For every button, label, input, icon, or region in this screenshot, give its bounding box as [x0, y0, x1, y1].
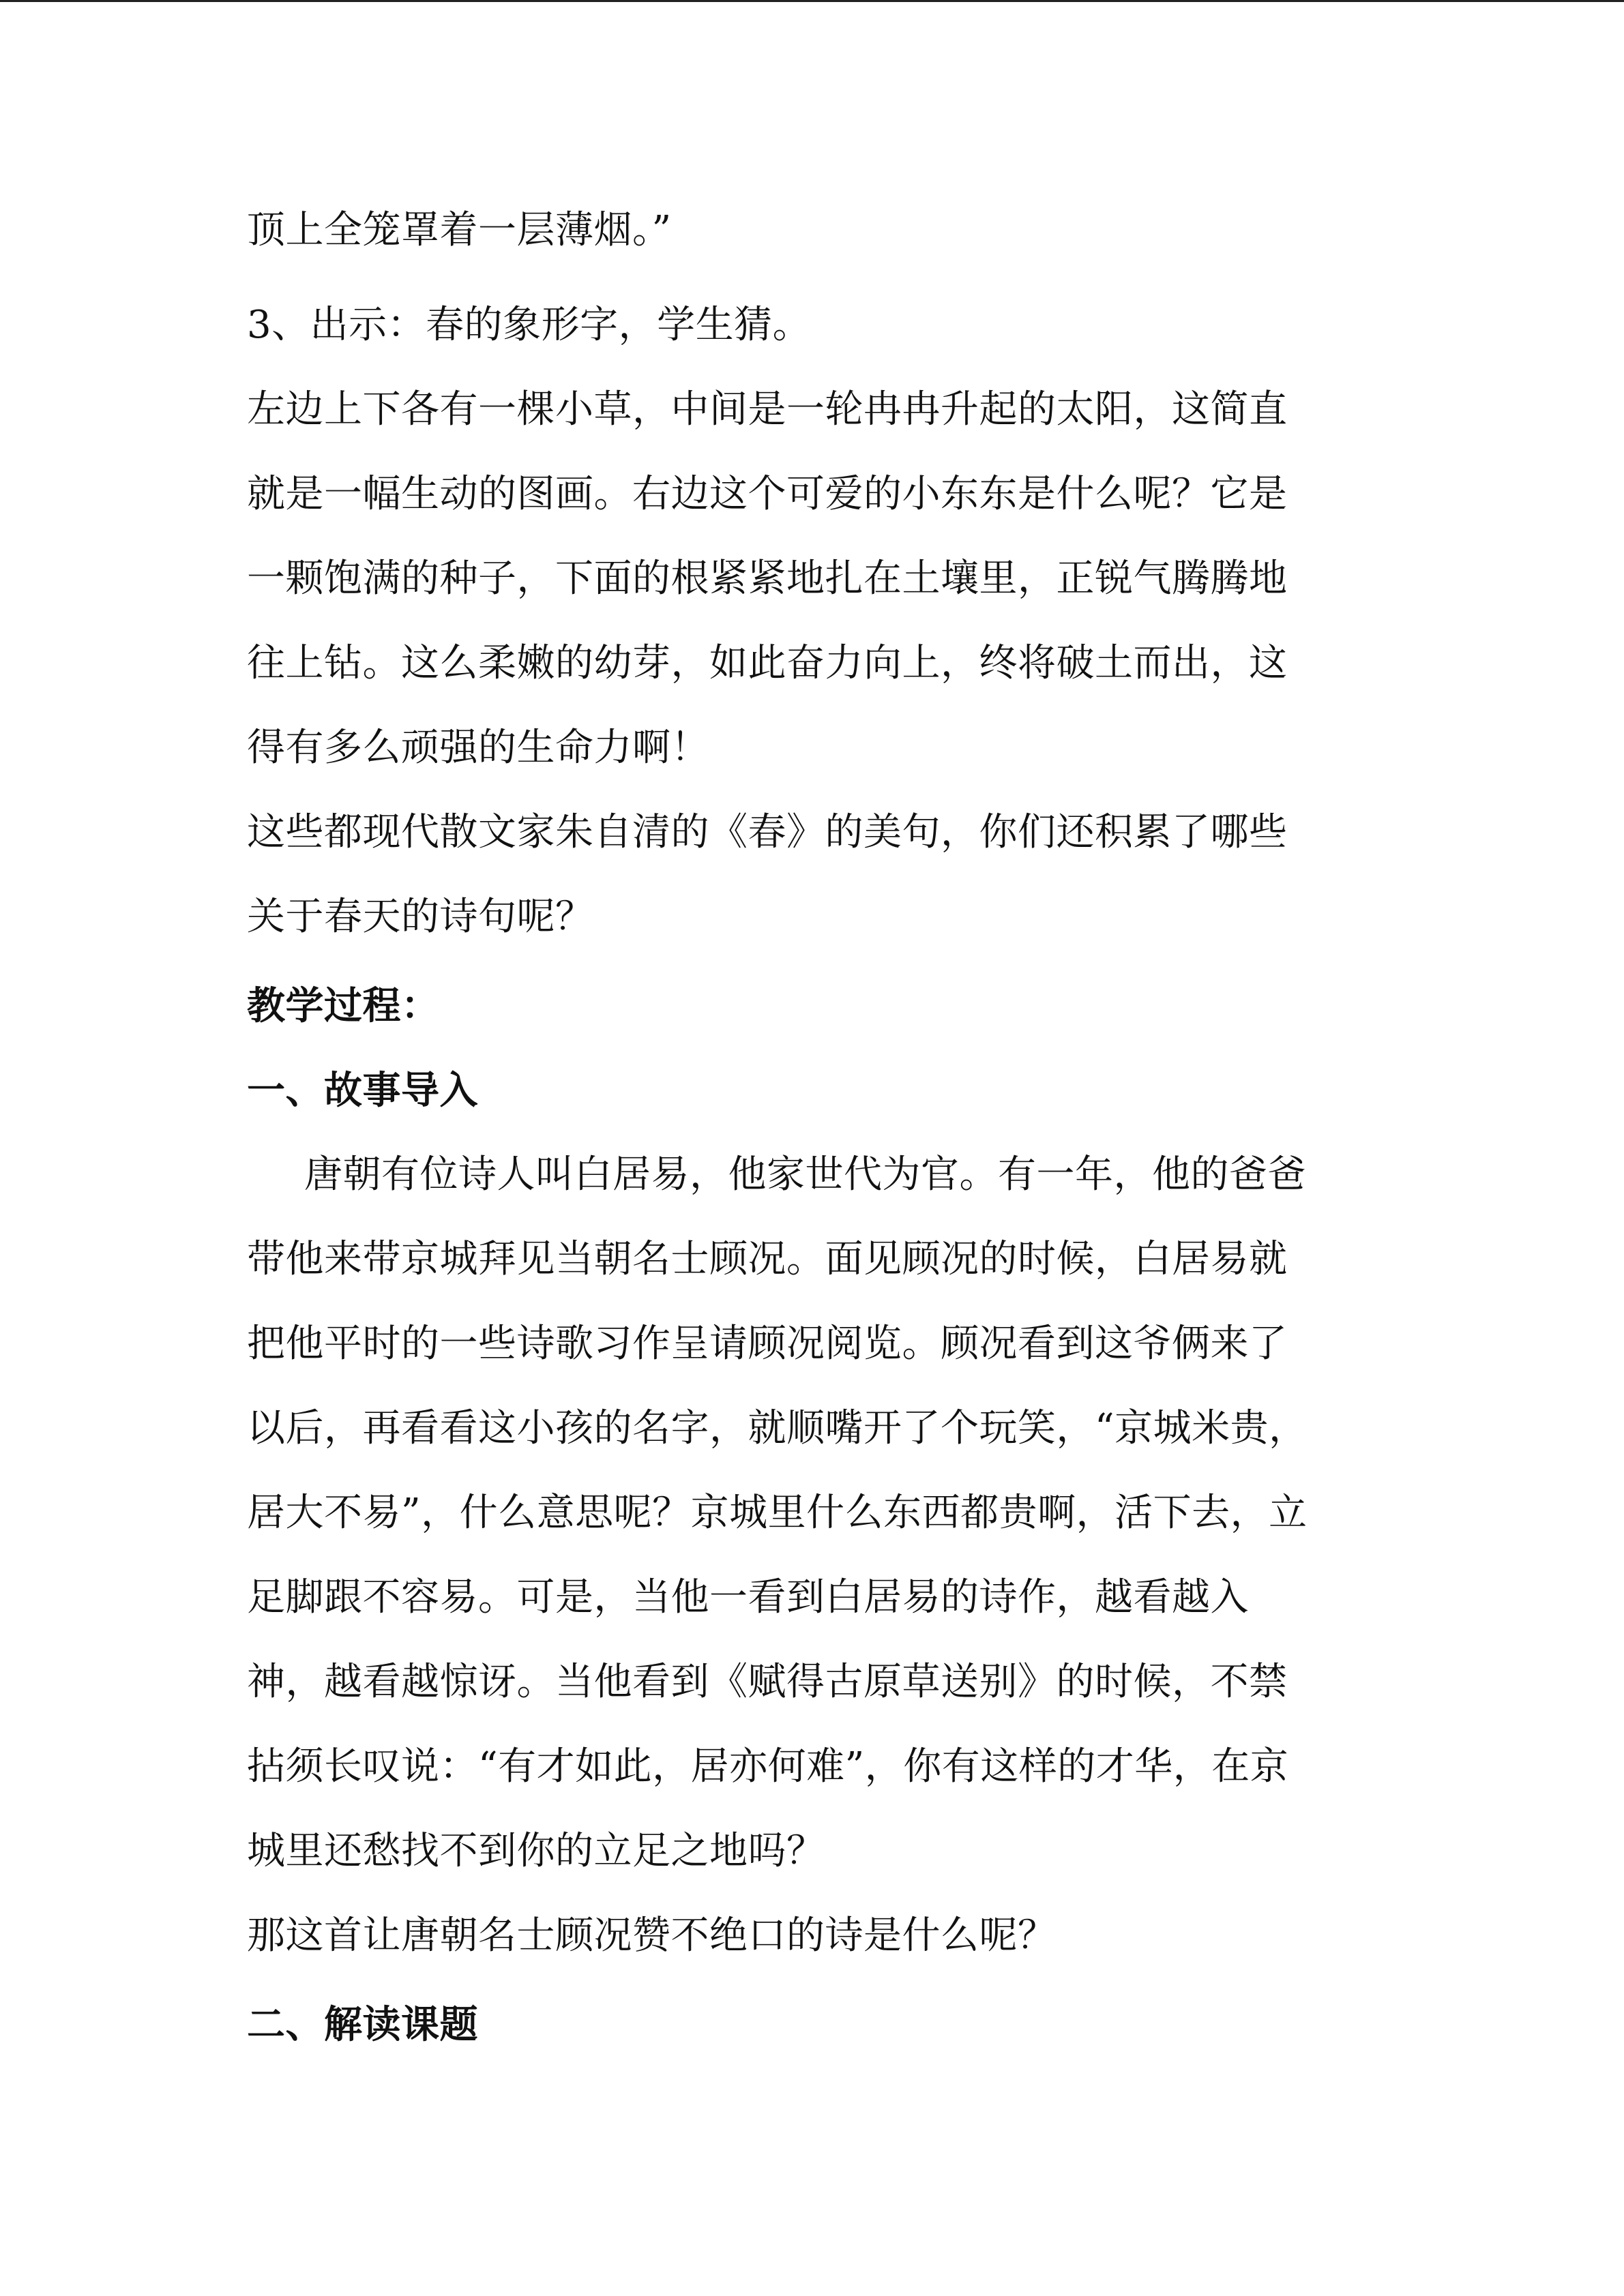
page-top-border [0, 0, 1624, 2]
text-line-continuation: 顶上全笼罩着一层薄烟。” [247, 208, 672, 252]
text-line-story-4: 以后，再看看这小孩的名字，就顺嘴开了个玩笑，“京城米贵， [247, 1406, 1308, 1450]
text-line-story-7: 神，越看越惊讶。当他看到《赋得古原草送别》的时候，不禁 [247, 1660, 1288, 1704]
text-line-question: 那这首让唐朝名士顾况赞不绝口的诗是什么呢？ [247, 1913, 1057, 1958]
text-line-paragraph-1a: 左边上下各有一棵小草，中间是一轮冉冉升起的太阳，这简直 [247, 387, 1288, 432]
text-line-story-9: 城里还愁找不到你的立足之地吗？ [247, 1829, 825, 1873]
text-line-story-8: 拈须长叹说：“有才如此，居亦何难”，你有这样的才华，在京 [247, 1744, 1289, 1789]
text-line-paragraph-1c: 一颗饱满的种子，下面的根紧紧地扎在土壤里，正锐气腾腾地 [247, 556, 1288, 601]
text-line-paragraph-2a: 这些都现代散文家朱自清的《春》的美句，你们还积累了哪些 [247, 810, 1288, 854]
text-line-story-3: 把他平时的一些诗歌习作呈请顾况阅览。顾况看到这爷俩来了 [247, 1322, 1288, 1366]
heading-teaching-process: 教学过程： [247, 983, 440, 1028]
text-line-paragraph-2b: 关于春天的诗句呢？ [247, 895, 594, 939]
text-line-paragraph-1b: 就是一幅生动的图画。右边这个可爱的小东东是什么呢？它是 [247, 472, 1288, 516]
text-line-story-2: 带他来带京城拜见当朝名士顾况。面见顾况的时候，白居易就 [247, 1237, 1288, 1281]
text-line-story-1: 唐朝有位诗人叫白居易，他家世代为官。有一年，他的爸爸 [304, 1152, 1306, 1197]
heading-section-2: 二、解读课题 [247, 2002, 478, 2047]
text-line-step-3: 3、出示：春的象形字，学生猜。 [247, 303, 812, 347]
text-line-paragraph-1d: 往上钻。这么柔嫩的幼芽，如此奋力向上，终将破土而出，这 [247, 641, 1288, 685]
text-line-story-6: 足脚跟不容易。可是，当他一看到白居易的诗作，越看越入 [247, 1575, 1249, 1620]
text-line-story-5: 居大不易”，什么意思呢？京城里什么东西都贵啊，活下去，立 [247, 1491, 1308, 1535]
heading-section-1: 一、故事导入 [247, 1068, 478, 1113]
text-line-paragraph-1e: 得有多么顽强的生命力啊！ [247, 726, 709, 770]
